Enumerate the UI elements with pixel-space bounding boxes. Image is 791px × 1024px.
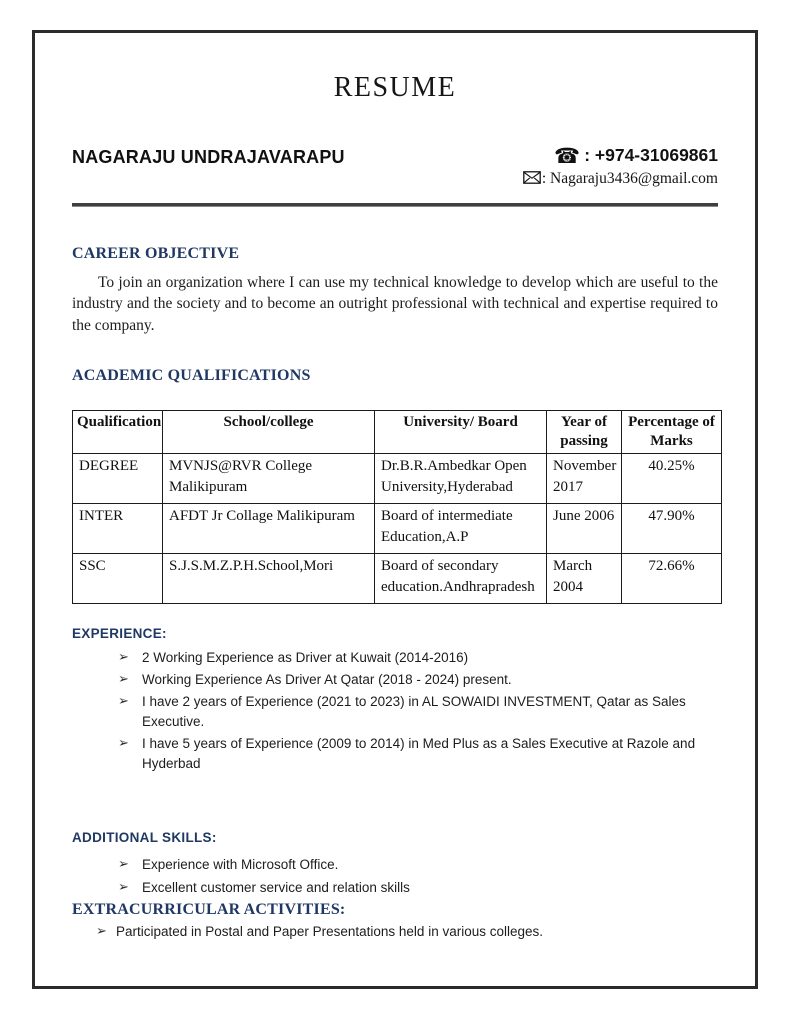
additional-skills-heading: ADDITIONAL SKILLS: <box>72 830 217 845</box>
arrow-bullet-icon: ➢ <box>118 672 129 687</box>
table-header-cell: Year of passing <box>547 411 622 454</box>
phone-number: : +974-31069861 <box>584 145 718 165</box>
list-item-text: Excellent customer service and relation skills <box>142 880 410 895</box>
table-header-cell: Qualification <box>73 411 163 454</box>
arrow-bullet-icon: ➢ <box>118 857 129 872</box>
arrow-bullet-icon: ➢ <box>118 650 129 665</box>
phone-contact <box>554 145 718 166</box>
candidate-name: NAGARAJU UNDRAJAVARAPU <box>72 146 345 167</box>
extracurricular-list <box>72 922 718 942</box>
resume-title: RESUME <box>333 72 457 103</box>
qualifications-table <box>72 410 722 604</box>
career-objective-text: To join an organization where I can use my technical knowledge to develop which are useful to the industry and the society and to become an outright professional with technical and expertise required to the company. <box>72 273 718 334</box>
list-item <box>72 692 718 732</box>
qualification-cell: DEGREE <box>73 454 163 504</box>
qualifications-table-body <box>73 454 722 604</box>
school-cell: MVNJS@RVR College Malikipuram <box>163 454 375 504</box>
table-row <box>73 554 722 604</box>
list-item <box>72 670 718 690</box>
list-item-text: Experience with Microsoft Office. <box>142 857 339 872</box>
academic-qualifications-heading: ACADEMIC QUALIFICATIONS <box>72 367 311 384</box>
year-cell: June 2006 <box>547 504 622 554</box>
email-contact <box>72 170 718 189</box>
telephone-icon: ☎ <box>554 143 581 168</box>
experience-list <box>72 648 718 774</box>
qualification-cell: SSC <box>73 554 163 604</box>
additional-skills-list <box>72 855 718 898</box>
list-item-text: I have 2 years of Experience (2021 to 2023) in AL SOWAIDI INVESTMENT, Qatar as Sales Executive. <box>142 694 686 729</box>
school-cell: S.J.S.M.Z.P.H.School,Mori <box>163 554 375 604</box>
university-cell: Board of secondary education.Andhrapradesh <box>375 554 547 604</box>
list-item-text: Participated in Postal and Paper Presentations held in various colleges. <box>116 924 544 939</box>
list-item <box>72 855 718 875</box>
school-cell: AFDT Jr Collage Malikipuram <box>163 504 375 554</box>
qualification-cell: INTER <box>73 504 163 554</box>
arrow-bullet-icon: ➢ <box>118 736 129 751</box>
table-row <box>73 454 722 504</box>
percentage-cell: 47.90% <box>622 504 722 554</box>
list-item-text: I have 5 years of Experience (2009 to 2014) in Med Plus as a Sales Executive at Razole and Hyderbad <box>142 736 696 771</box>
list-item <box>72 734 718 774</box>
university-cell: Board of intermediate Education,A.P <box>375 504 547 554</box>
list-item-text: 2 Working Experience as Driver at Kuwait (2014-2016) <box>142 650 469 665</box>
arrow-bullet-icon: ➢ <box>118 694 129 709</box>
document-frame <box>32 30 758 989</box>
extracurricular-activities-heading: EXTRACURRICULAR ACTIVITIES: <box>72 901 346 918</box>
arrow-bullet-icon: ➢ <box>118 880 129 895</box>
list-item <box>72 648 718 668</box>
email-address: : Nagaraju3436@gmail.com <box>541 169 718 187</box>
list-item <box>72 878 718 898</box>
percentage-cell: 72.66% <box>622 554 722 604</box>
table-header-cell: Percentage of Marks <box>622 411 722 454</box>
year-cell: March 2004 <box>547 554 622 604</box>
list-item <box>72 922 718 942</box>
table-row <box>73 504 722 554</box>
year-cell: November 2017 <box>547 454 622 504</box>
name-and-phone-row <box>72 145 718 168</box>
list-item-text: Working Experience As Driver At Qatar (2018 - 2024) present. <box>142 672 512 687</box>
career-objective-heading: CAREER OBJECTIVE <box>72 244 240 262</box>
envelope-icon <box>523 171 541 189</box>
table-header-row <box>73 411 722 454</box>
experience-heading: EXPERIENCE: <box>72 626 167 641</box>
university-cell: Dr.B.R.Ambedkar Open University,Hyderabad <box>375 454 547 504</box>
table-header-cell: University/ Board <box>375 411 547 454</box>
table-header-cell: School/college <box>163 411 375 454</box>
arrow-bullet-icon: ➢ <box>96 924 107 939</box>
header-divider <box>72 203 718 207</box>
percentage-cell: 40.25% <box>622 454 722 504</box>
